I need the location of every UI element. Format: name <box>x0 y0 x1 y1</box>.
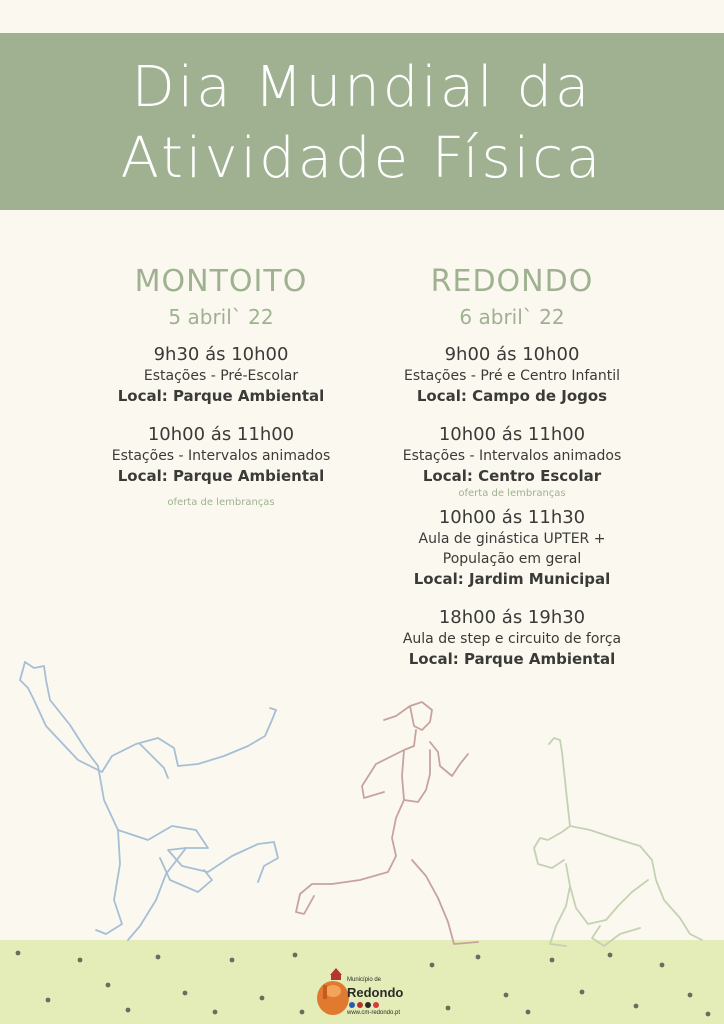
event-description: Aula de ginástica UPTER + <box>418 531 606 547</box>
event-time: 9h00 ás 10h00 <box>444 344 580 365</box>
town-name: REDONDO <box>430 264 594 299</box>
logo-url: www.cm-redondo.pt <box>347 1010 401 1016</box>
event-location: Local: Parque Ambiental <box>117 387 325 405</box>
running-figure <box>296 702 478 944</box>
event-note: oferta de lembranças <box>167 497 275 508</box>
event-description: Estações - Pré e Centro Infantil <box>404 368 620 384</box>
event-description: Estações - Intervalos animados <box>111 448 331 464</box>
event-date: 5 abril` 22 <box>168 305 274 329</box>
event-description: Estações - Pré-Escolar <box>143 368 299 384</box>
event-location: Local: Parque Ambiental <box>408 650 616 668</box>
event-time: 10h00 ás 11h00 <box>147 424 295 445</box>
event-description: Aula de step e circuito de força <box>402 631 622 647</box>
stretching-figure <box>534 738 702 946</box>
event-time: 10h00 ás 11h00 <box>438 424 586 445</box>
event-location: Local: Centro Escolar <box>422 467 602 485</box>
ground-pebbles <box>16 951 711 1017</box>
event-location: Local: Parque Ambiental <box>117 467 325 485</box>
event-time: 9h30 ás 10h00 <box>153 344 289 365</box>
event-location: Local: Campo de Jogos <box>416 387 608 405</box>
logo-name: Redondo <box>347 985 404 1000</box>
event-date: 6 abril` 22 <box>459 305 565 329</box>
page-title-line-2: Atividade Física <box>120 126 604 191</box>
event-description: Estações - Intervalos animados <box>402 448 622 464</box>
event-location: Local: Jardim Municipal <box>413 570 611 588</box>
page-title-line-1: Dia Mundial da <box>131 55 593 120</box>
town-name: MONTOITO <box>134 264 308 299</box>
event-description-line-2: População em geral <box>442 551 582 567</box>
logo-small-text: Município de <box>347 977 382 983</box>
jumping-figure <box>20 662 278 940</box>
event-note: oferta de lembranças <box>458 488 566 499</box>
event-time: 10h00 ás 11h30 <box>438 507 586 528</box>
event-time: 18h00 ás 19h30 <box>438 607 586 628</box>
